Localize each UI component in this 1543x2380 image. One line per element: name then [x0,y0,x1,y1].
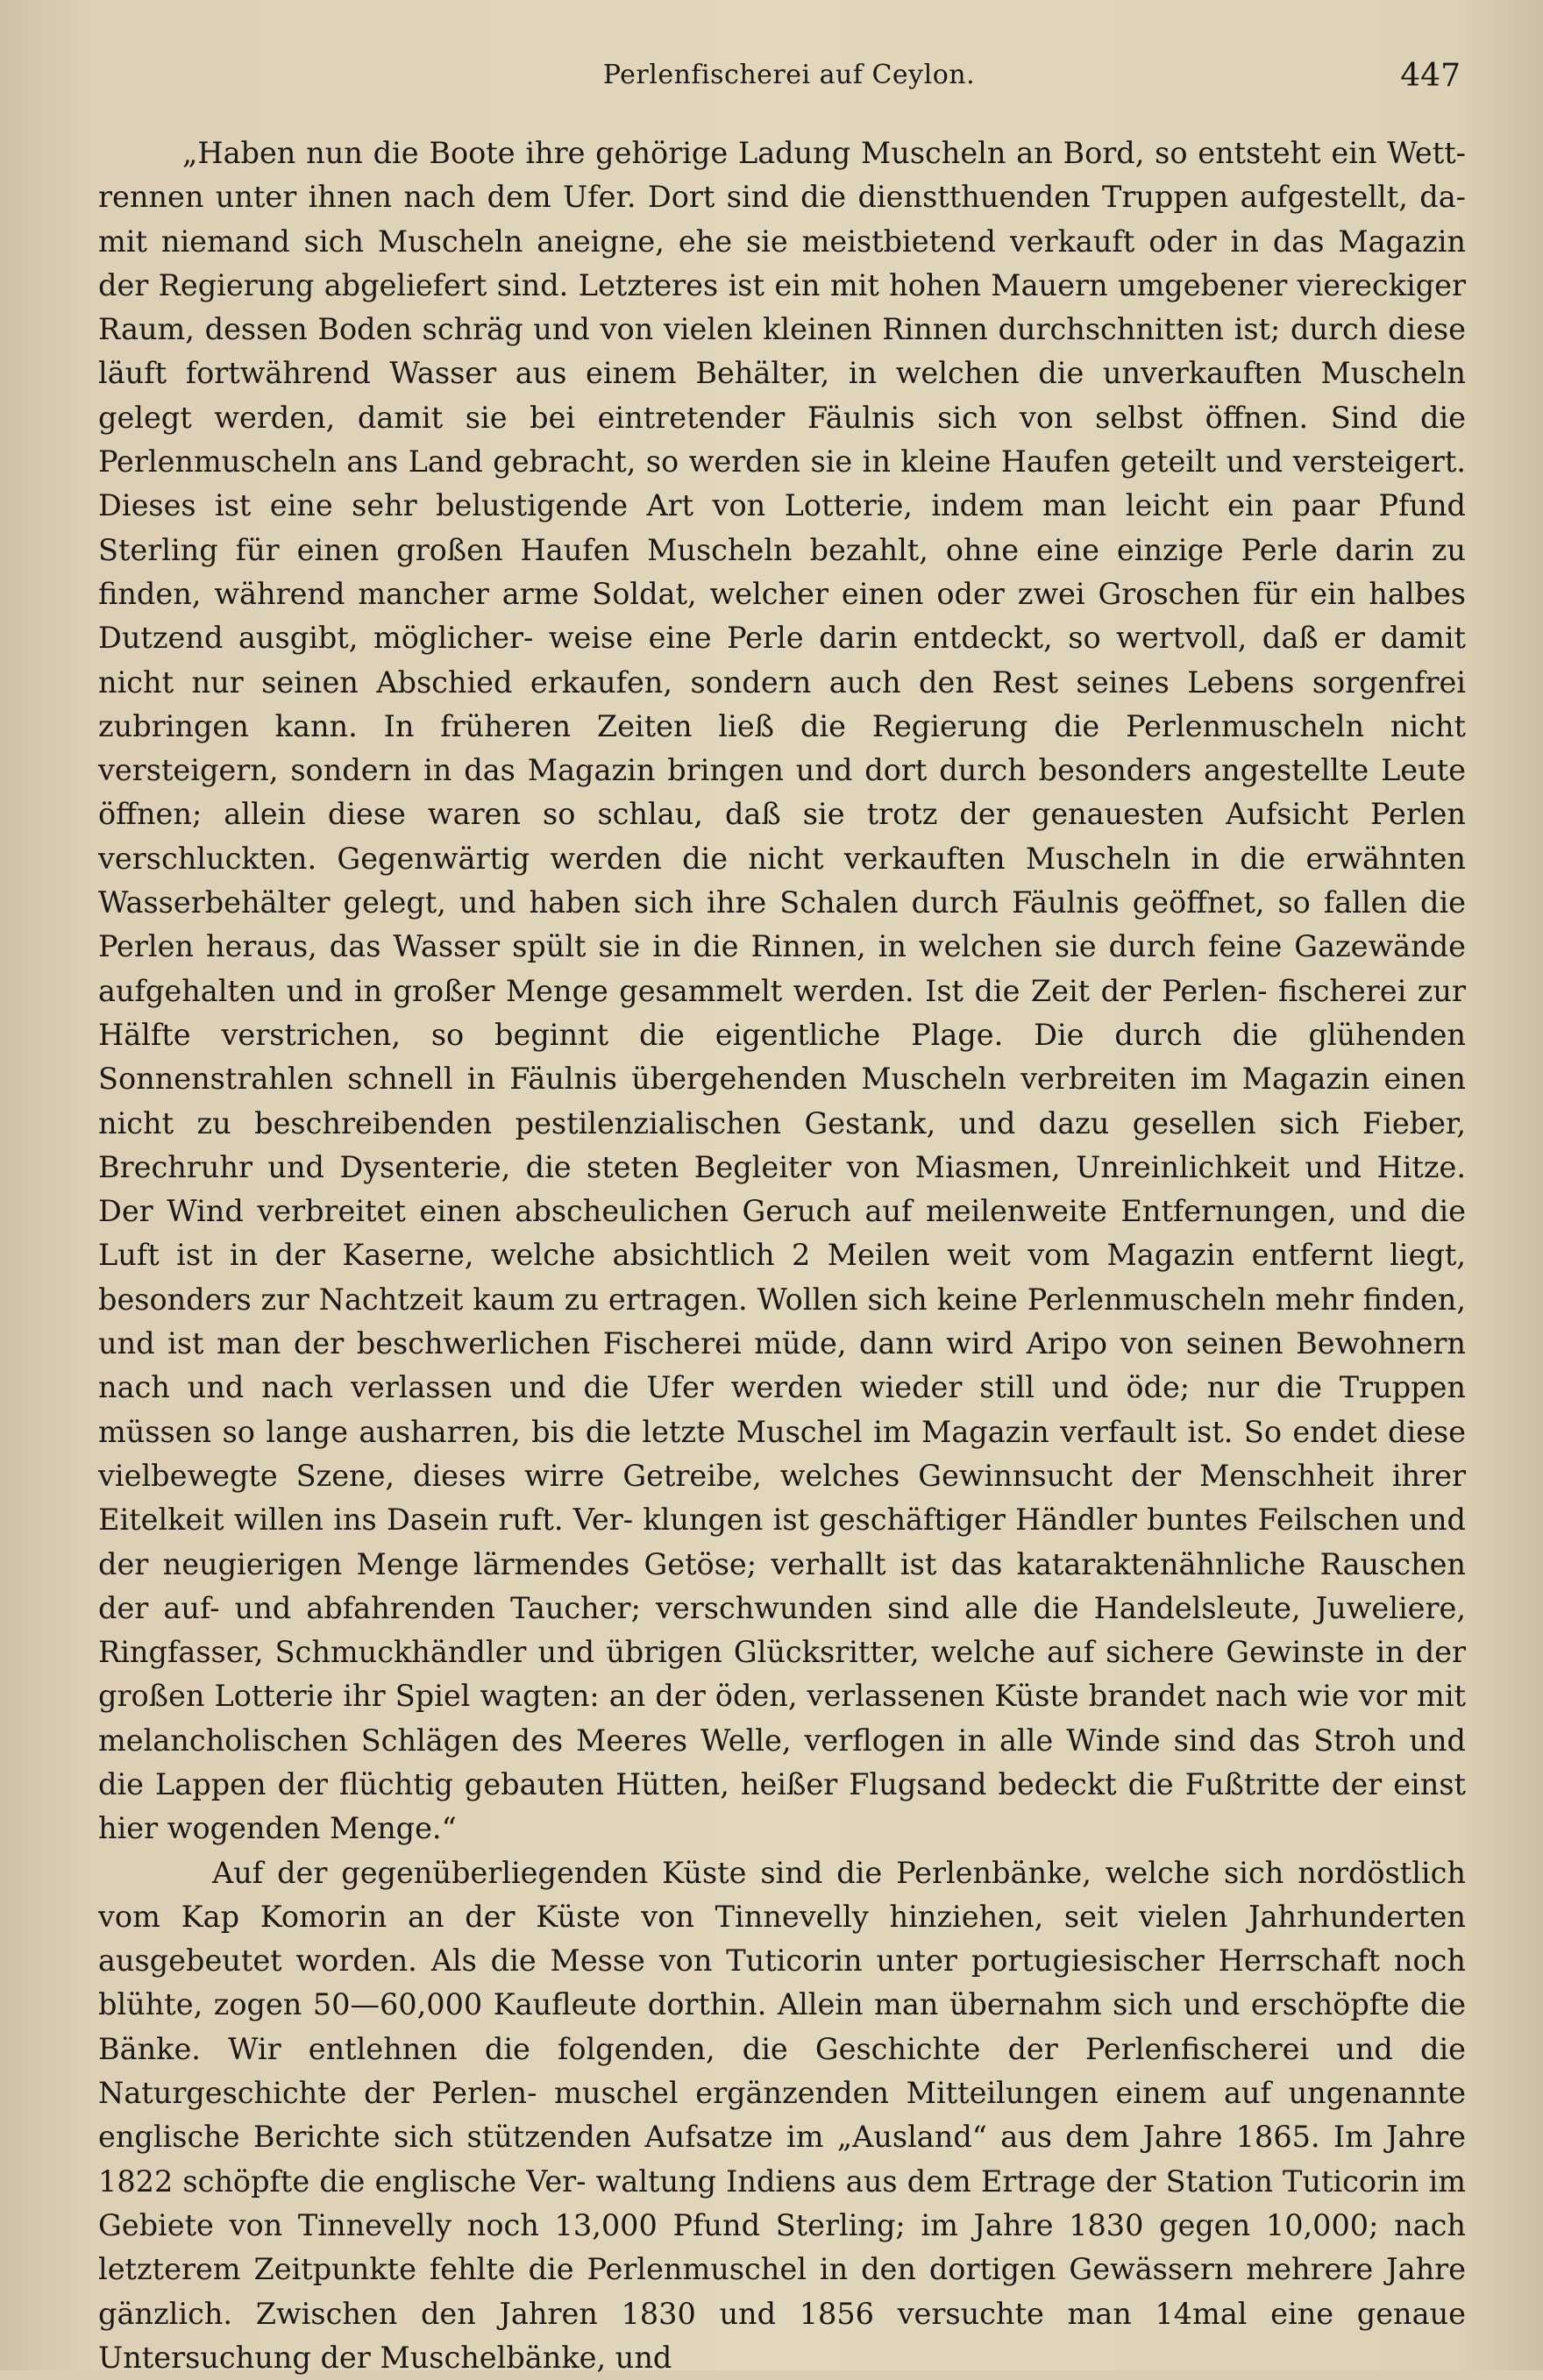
page-header [96,54,1482,107]
running-title: Perlenfischerei auf Ceylon. [602,60,976,90]
paragraph-pearl-banks: Auf der gegenüberliegenden Küste sind die Perlenbänke, welche sich nordöstlich vom Kap Komorin an der Küste von Tinnevelly hinziehen, seit vielen Jahrhunderten ausgebeutet worden. Als die Messe von Tuticorin unter portugiesischer Herrschaft noch blühte, zogen 50—60,000 Kaufleute dorthin. Allein man übernahm sich und erschöpfte die Bänke. Wir entlehnen die folgenden, die Geschichte der Perlenfischerei und die Naturgeschichte der Perlen- muschel ergänzenden Mitteilungen einem auf ungenannte englische Berichte sich stützenden Aufsatze im „Ausland“ aus dem Jahre 1865. Im Jahre 1822 schöpfte die englische Ver- waltung Indiens aus dem Ertrage der Station Tuticorin im Gebiete von Tinnevelly noch 13,000 Pfund Sterling; im Jahre 1830 gegen 10,000; nach letzterem Zeitpunkte fehlte die Perlenmuschel in den dortigen Gewässern mehrere Jahre gänzlich. Zwischen den Jahren 1830 und 1856 versuchte man 14mal eine genaue Untersuchung der Muschelbänke, und [98,1855,1466,2375]
page-number: 447 [1400,58,1461,94]
body-text [98,131,1466,2380]
paragraph-quote: „Haben nun die Boote ihre gehörige Ladung Muscheln an Bord, so entsteht ein Wett- rennen unter ihnen nach dem Ufer. Dort sind die dienstthuenden Truppen aufgestellt, da- mit niemand sich Muscheln aneigne, ehe sie meistbietend verkauft oder in das Magazin der Regierung abgeliefert sind. Letzteres ist ein mit hohen Mauern umgebener viereckiger Raum, dessen Boden schräg und von vielen kleinen Rinnen durchschnitten ist; durch diese läuft fortwährend Wasser aus einem Behälter, in welchen die unverkauften Muscheln gelegt werden, damit sie bei eintretender Fäulnis sich von selbst öffnen. Sind die Perlenmuscheln ans Land gebracht, so werden sie in kleine Haufen geteilt und versteigert. Dieses ist eine sehr belustigende Art von Lotterie, indem man leicht ein paar Pfund Sterling für einen großen Haufen Muscheln bezahlt, ohne eine einzige Perle darin zu finden, während mancher arme Soldat, welcher einen oder zwei Groschen für ein halbes Dutzend ausgibt, möglicher- weise eine Perle darin entdeckt, so wertvoll, daß er damit nicht nur seinen Abschied erkaufen, sondern auch den Rest seines Lebens sorgenfrei zubringen kann. In früheren Zeiten ließ die Regierung die Perlenmuscheln nicht versteigern, sondern in das Magazin bringen und dort durch besonders angestellte Leute öffnen; allein diese waren so schlau, daß sie trotz der genauesten Aufsicht Perlen verschluckten. Gegenwärtig werden die nicht verkauften Muscheln in die erwähnten Wasserbehälter gelegt, und haben sich ihre Schalen durch Fäulnis geöffnet, so fallen die Perlen heraus, das Wasser spült sie in die Rinnen, in welchen sie durch feine Gazewände aufgehalten und in großer Menge gesammelt werden. Ist die Zeit der Perlen- fischerei zur Hälfte verstrichen, so beginnt die eigentliche Plage. Die durch die glühenden Sonnenstrahlen schnell in Fäulnis übergehenden Muscheln verbreiten im Magazin einen nicht zu beschreibenden pestilenzialischen Gestank, und dazu gesellen sich Fieber, Brechruhr und Dysenterie, die steten Begleiter von Miasmen, Unreinlichkeit und Hitze. Der Wind verbreitet einen abscheulichen Geruch auf meilenweite Entfernungen, und die Luft ist in der Kaserne, welche absichtlich 2 Meilen weit vom Magazin entfernt liegt, besonders zur Nachtzeit kaum zu ertragen. Wollen sich keine Perlenmuscheln mehr finden, und ist man der beschwerlichen Fischerei müde, dann wird Aripo von seinen Bewohnern nach und nach verlassen und die Ufer werden wieder still und öde; nur die Truppen müssen so lange ausharren, bis die letzte Muschel im Magazin verfault ist. So endet diese vielbewegte Szene, dieses wirre Getreibe, welches Gewinnsucht der Menschheit ihrer Eitelkeit willen ins Dasein ruft. Ver- klungen ist geschäftiger Händler buntes Feilschen und der neugierigen Menge lärmendes Getöse; verhallt ist das kataraktenähnliche Rauschen der auf- und abfahrenden Taucher; verschwunden sind alle die Handelsleute, Juweliere, Ringfasser, Schmuckhändler und übrigen Glücksritter, welche auf sichere Gewinste in der großen Lotterie ihr Spiel wagten: an der öden, verlassenen Küste brandet nach wie vor mit melancholischen Schlägen des Meeres Welle, verflogen in alle Winde sind das Stroh und die Lappen der flüchtig gebauten Hütten, heißer Flugsand bedeckt die Fußtritte der einst hier wogenden Menge.“ [98,136,1466,1846]
